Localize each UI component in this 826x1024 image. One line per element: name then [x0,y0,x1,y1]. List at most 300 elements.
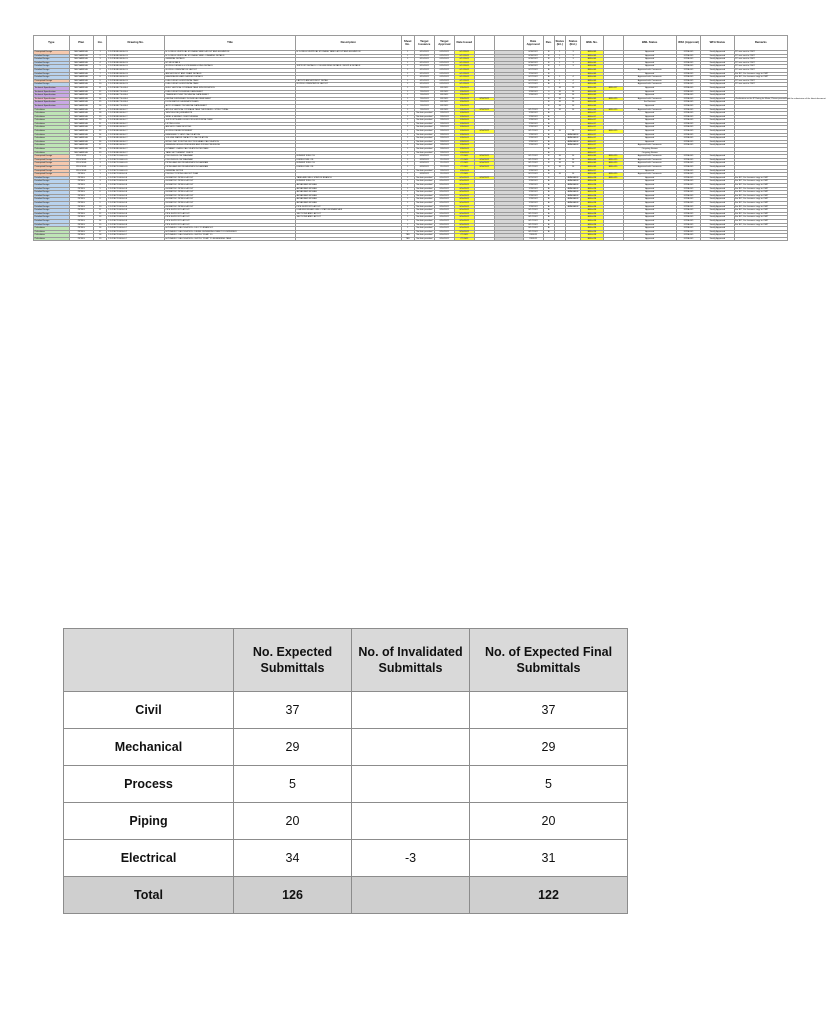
register-cell-ti: 6/15/2022 [414,76,434,80]
register-cell-wfa: FPPA-005 [676,180,700,184]
register-cell-type: Technical Specification [34,94,70,98]
register-cell-d1: 8/10/2022 [454,187,474,191]
register-cell-dwg: C.D.P.B.ME.0000-0.T [107,151,165,155]
register-cell-rev: 0 [543,90,554,94]
register-cell-da: 7/28/2022 [523,187,543,191]
register-cell-title: PIPE SUPPORT LAYOUT [165,209,296,213]
register-cell-ws: Finally Approved [701,183,734,187]
register-cell-wfa: FPPA-005 [676,122,700,126]
register-cell-type: Conceptual Design [34,158,70,162]
register-cell-bml: BML-009 [581,58,603,62]
register-cell-d1: 8/10/2022 [454,216,474,220]
register-cell-sheet: 1 [401,86,414,90]
register-cell-dwg: C.D.P.B.PP.0000-0.T [107,230,165,234]
register-cell-ta: 8/10/2022 [434,201,454,205]
register-cell-da: 8/17/2022 [523,216,543,220]
register-cell-wfa: FPPA-005 [676,227,700,231]
register-cell-bml: BML-009 [581,54,603,58]
register-cell-da: 7/28/2022 [523,112,543,116]
register-cell-title: GENERAL NOTES [165,169,296,173]
summary-invalidated [352,729,470,766]
register-cell-type: Calculation [34,115,70,119]
register-cell-rev: 0 [543,86,554,90]
register-cell-bs: Approved [623,104,676,108]
register-cell-inv: 16 [93,227,106,231]
summary-row-label: Electrical [64,840,234,877]
register-cell-inv: 9 [93,79,106,83]
register-cell-rev: A [543,219,554,223]
register-cell-rev: A [543,119,554,123]
register-cell-type: Calculation [34,227,70,231]
register-cell-plan: PIPING [69,209,93,213]
register-cell-type: Detailed Design [34,183,70,187]
register-cell-rem: For IFC, For Issuance copy to CMIT [734,194,787,198]
register-cell-ta: 6/29/2022 [434,54,454,58]
register-cell-ws: Finally Approved [701,191,734,195]
register-cell-ti: No date provided [414,169,434,173]
register-cell-type: Detailed Design [34,83,70,87]
register-cell-ws: Finally Approved [701,155,734,159]
register-cell-wfa: FPPA-005 [676,169,700,173]
register-cell-dwg: C.D.P.B.ME.TS.000-0 [107,97,165,101]
register-cell-ti: No date provided [414,219,434,223]
register-cell-d1: 8/10/2022 [454,209,474,213]
register-cell-dwg: C.D.P.B.ME.TS.000-0 [107,101,165,105]
register-cell-ta: 7/12/2022 [434,166,454,170]
register-cell-rem: PC was sent to CMIT [734,54,787,58]
register-cell-title: PIPING AND INSTRUMENTATION DIAGRAM [165,162,296,166]
register-cell-dwg: C.D.P.B.ME.0000-0.S [107,61,165,65]
register-cell-type: Detailed Design [34,198,70,202]
register-cell-ta: 7/28/2022 [434,122,454,126]
register-cell-dwg: C.D.P.B.PP.0000-0.S [107,183,165,187]
register-cell-inv: 21 [93,122,106,126]
register-cell-wfa: FPPA-005 [676,112,700,116]
register-cell-title: EMERGENCY VENT CALCULATION [165,133,296,137]
register-cell-ta: 8/3/2022 [434,101,454,105]
register-cell-plan: MECHANICAL [69,97,93,101]
register-cell-da: 7/28/2022 [523,191,543,195]
register-cell-sheet: 1 [401,140,414,144]
register-cell-ta: 8/10/2022 [434,176,454,180]
register-cell-ws: Finally Approved [701,219,734,223]
register-cell-inv: 5 [93,169,106,173]
register-cell-wfa: FPPA-005 [676,234,700,238]
register-cell-sheet: 1 [401,223,414,227]
register-cell-inv: 1 [93,173,106,177]
register-cell-da: 7/28/2022 [523,169,543,173]
register-cell-title: TRANSFER PUMP TECHNICAL DATA SHEET [165,94,296,98]
register-cell-ta: 8/10/2022 [434,183,454,187]
register-cell-ti: 7/20/2022 [414,108,434,112]
register-cell-ws: Finally Approved [701,61,734,65]
register-cell-plan: PIPING [69,230,93,234]
register-cell-plan: MECHANICAL [69,79,93,83]
register-cell-inv: 4 [93,61,106,65]
register-cell-da: 6/30/2022 [523,65,543,69]
register-cell-dwg: C.D.P.B.PP.0000-0.S [107,198,165,202]
summary-final: 37 [470,692,628,729]
register-cell-ta: 8/10/2022 [434,191,454,195]
register-cell-ti: No date provided [414,140,434,144]
register-cell-da: 8/17/2022 [523,209,543,213]
register-cell-rem: PC was sent to CMIT [734,65,787,69]
register-cell-ws: Finally Approved [701,180,734,184]
register-cell-rem: Clarification on the IP Rating for Motor, Please proceed with the submission of the latest document [735,97,826,100]
register-cell-plan: PIPING [69,173,93,177]
register-cell-inv: 7 [93,194,106,198]
register-cell-ws: Finally Approved [701,158,734,162]
register-cell-rev: B [543,97,554,101]
register-cell-ta: 8/10/2022 [434,230,454,234]
summary-row-electrical [64,840,628,877]
register-cell-d1: 6/17/2022 [454,61,474,65]
register-cell-dwg: C.D.P.B.PP.0000-0.S [107,194,165,198]
register-cell-da: 7/28/2022 [523,194,543,198]
register-cell-se: AVAILABLE [565,183,581,187]
register-cell-da: 7/28/2022 [523,201,543,205]
summary-expected: 34 [234,840,352,877]
register-cell-plan: PROCESS [69,158,93,162]
register-cell-ta: 6/29/2022 [434,76,454,80]
register-cell-plan: PIPING [69,234,93,238]
register-cell-d1: 7/28/2022 [454,169,474,173]
register-cell-se [565,237,581,241]
register-cell-ws: Finally Approved [701,97,734,101]
register-cell-title: ISOMETRIC PIPING LAYOUT [165,198,296,202]
register-cell-type: Calculation [34,130,70,134]
register-cell-wfa: FPPA-005 [676,166,700,170]
register-header-cell: Plan [69,36,93,51]
register-cell-inv: 11 [93,209,106,213]
register-cell-dwg: C.D.P.B.PP.0000-0.T [107,237,165,241]
register-cell-plan: PROCESS [69,162,93,166]
register-cell-ta: 8/10/2022 [434,198,454,202]
register-cell-d2: 8/16/2022 [474,108,494,112]
register-cell-wfa: FPPA-005 [676,209,700,213]
register-cell-inv: 29 [93,151,106,155]
register-cell-type: Calculation [34,137,70,141]
register-cell-d1: 7/7/2022 [454,155,474,159]
register-cell-type: Detailed Design [34,187,70,191]
register-cell-sheet: 1 [401,58,414,62]
register-cell-se: 10 [565,86,581,90]
register-cell-bml: BML-009 [581,86,603,90]
register-cell-bml: BML-017 [581,148,603,152]
register-cell-se: AVAILABLE [565,180,581,184]
summary-row-piping [64,803,628,840]
register-cell-title: ISOMETRIC PIPING LAYOUT [165,201,296,205]
register-cell-d1: 8/10/2022 [454,180,474,184]
register-cell-ti: 6/28/2022 [414,173,434,177]
register-cell-inv: 2 [93,158,106,162]
register-cell-sheet: 1 [401,76,414,80]
register-cell-rev: A [543,151,554,155]
register-cell-title: GENERAL DETAILS [165,58,296,62]
register-cell-dwg: C.D.P.B.PP.0000-0.S [107,191,165,195]
summary-header-row [64,629,628,692]
register-cell-d1: 7/28/2022 [454,144,474,148]
register-cell-ti: 6/15/2022 [414,79,434,83]
register-cell-da: 7/20/2022 [523,72,543,76]
register-cell-bml: BML-028 [581,180,603,184]
register-cell-ws: Finally Approved [701,94,734,98]
register-cell-dwg: C.D.P.B.PP.0000-0.S [107,180,165,184]
register-cell-inv: 28 [93,148,106,152]
register-cell-bml: BML-017 [581,112,603,116]
register-cell-ws: Finally Approved [701,173,734,177]
register-cell-d3 [494,237,523,241]
register-cell-sheet: 1 [401,151,414,155]
register-cell-d1: 8/10/2022 [454,205,474,209]
register-cell-sheet: 1 [401,130,414,134]
register-cell-ws: Finally Approved [701,133,734,137]
register-cell-plan: MECHANICAL [69,86,93,90]
register-cell-da: 8/17/2022 [523,223,543,227]
register-cell-da: 7/28/2022 [523,94,543,98]
register-cell-bs: Approved with Comments [623,68,676,72]
register-cell-bs: Approved with Comments [623,79,676,83]
register-cell-plan: MECHANICAL [69,137,93,141]
register-cell-d2: 8/16/2022 [474,162,494,166]
register-cell-d2 [474,237,494,241]
register-cell-inv: 1 [93,155,106,159]
register-cell-bs: Approved [623,180,676,184]
register-cell-inv: 8 [93,198,106,202]
register-cell-ta: 7/28/2022 [434,115,454,119]
register-header-cell [474,36,494,51]
register-cell-ws: Finally Approved [701,119,734,123]
register-cell-ta: 8/3/2022 [434,90,454,94]
register-cell-bml: BML-028 [581,198,603,202]
register-cell-sheet: TBD [401,237,414,241]
register-cell-rem: For IFC, For Issuance copy to CMIT [734,191,787,195]
register-cell-title: ANCHOR / TANK BOLTING [165,126,296,130]
register-cell-da: 8/17/2022 [523,158,543,162]
register-cell-ti: 7/20/2022 [414,86,434,90]
register-cell-ws: Finally Approved [701,140,734,144]
register-cell-d1: 8/10/2022 [454,223,474,227]
register-cell-title: PIPE SUPPORT LAYOUT [165,216,296,220]
register-cell-se: AVAILABLE [565,187,581,191]
register-cell-rev: B [543,104,554,108]
register-cell-ws: Finally Approved [701,54,734,58]
register-cell-bs: Approved with Comments [623,166,676,170]
register-cell-ta: 8/10/2022 [434,212,454,216]
register-cell-wfa: FPPA-005 [676,133,700,137]
summary-final: 5 [470,766,628,803]
register-cell-title: PROCESS FLOW DIAGRAM [165,158,296,162]
register-cell-ta: 7/28/2022 [434,151,454,155]
register-cell-title: ISOMETRIC PIPING LAYOUT [165,176,296,180]
register-cell-title: HT.48 DETAILS [165,61,296,65]
register-cell-rem: For IFC, For Issuance copy to CMIT [734,201,787,205]
register-cell-sheet: 1 [401,144,414,148]
register-header-cell: Rev. [543,36,554,51]
register-cell-se: AVAILABLE [565,133,581,137]
register-cell-si: 10 [554,104,565,108]
register-cell-plan: PIPING [69,187,93,191]
register-cell-bs: Approved [623,194,676,198]
register-cell-d1: 7/28/2022 [454,126,474,130]
register-cell-rev: 0 [543,94,554,98]
register-cell-dwg: C.D.P.B.PP.0000-0.S [107,201,165,205]
register-cell-da: 7/28/2022 [523,86,543,90]
register-cell-bml: BML-009 [581,79,603,83]
register-cell-ws: Finally Approved [701,79,734,83]
register-cell-sheet: 1 [401,198,414,202]
register-cell-type: Technical Specification [34,104,70,108]
summary-header-final: No. of Expected Final Submittals [470,629,628,692]
register-cell-rev: A [543,230,554,234]
register-cell-bs: Approved with Comments [623,144,676,148]
register-cell-ti: No date provided [414,115,434,119]
register-cell-bml2: BML-029 [603,176,623,180]
register-cell-sheet: 1 [401,72,414,76]
register-cell-desc: LAYOUT, ANCHOR BOLT DETAIL [296,79,401,83]
register-cell-plan: PIPING [69,219,93,223]
register-cell-inv: 10 [93,83,106,87]
register-cell-ti: 7/20/2022 [414,97,434,101]
register-cell-plan: MECHANICAL [69,140,93,144]
register-cell-d1: 6/17/2022 [454,65,474,69]
register-cell-bs: Approved [623,223,676,227]
register-cell-ta: 7/28/2022 [434,144,454,148]
register-cell-d1: 8/10/2022 [454,183,474,187]
register-cell-ti: No date provided [414,194,434,198]
register-cell-desc: DIESEL FUEL OIL [296,158,401,162]
register-cell-ws: Finally Approved [701,205,734,209]
register-cell-type: Technical Specification [34,86,70,90]
register-cell-d1: 6/17/2022 [454,58,474,62]
register-cell-bs: Approved [623,94,676,98]
register-cell-se: 10 [565,94,581,98]
register-cell-dwg: C.D.P.B.ME.0000-0.S [107,54,165,58]
register-cell-inv: 6 [93,191,106,195]
register-cell-ta: 8/10/2022 [434,227,454,231]
register-cell-type: Conceptual Design [34,155,70,159]
register-cell-si: 10 [554,130,565,134]
register-cell-rev [543,237,554,241]
register-cell-title: TANK SETTLEMENT CHECK [165,151,296,155]
register-cell-plan: PIPING [69,183,93,187]
register-cell-title: HYDRAULIC CALCULATION - DIESEL BUNKERING TANK TO DISPENSER [165,230,296,234]
register-cell-bs: Approved [623,176,676,180]
register-cell-type: Calculation [34,108,70,112]
register-header-cell: Status (Ext.) [565,36,581,51]
register-cell-plan: PIPING [69,212,93,216]
register-cell-desc: TANK AND WELL STATION BRANCH [296,176,401,180]
register-cell-sheet: 1 [401,158,414,162]
register-cell-se: 3 [565,51,581,55]
register-cell-dwg: C.D.P.B.ME.0000-0.T [107,112,165,116]
register-cell-bs: Approved [623,169,676,173]
register-cell-da: 8/17/2022 [523,108,543,112]
register-cell-dwg: C.D.P.B.ME.0000-0.T [107,108,165,112]
summary-final: 31 [470,840,628,877]
register-cell-dwg: C.D.P.B.ME.0000-0.S [107,51,165,55]
register-cell-da: 6/30/2022 [523,51,543,55]
register-cell-wfa: FPPA-005 [676,237,700,241]
register-cell-sheet: 1 [401,169,414,173]
register-cell-ta: 8/10/2022 [434,219,454,223]
register-cell-rev: A [543,212,554,216]
register-cell-bml: BML-028 [581,205,603,209]
register-cell-da: 6/30/2022 [523,58,543,62]
register-cell-sheet: 1 [401,79,414,83]
register-header-cell: Type [34,36,70,51]
register-cell-rem: For IFC, For Issuance copy to CMIT [734,187,787,191]
register-cell-d1: 7/26/2022 [454,90,474,94]
register-cell-bs: Approved [623,209,676,213]
register-cell-bml: BML-028 [581,209,603,213]
register-cell-rev: A [543,76,554,80]
register-cell-bml: BML-017 [581,140,603,144]
register-cell-title: PIPE SUPPORT LAYOUT [165,212,296,216]
submittal-summary [63,628,627,914]
summary-invalidated [352,692,470,729]
register-cell-bs: Approved [623,198,676,202]
register-cell-rem: For IFC, For Issuance copy to CMIT [734,180,787,184]
register-cell-bml: BML-028 [581,194,603,198]
register-cell-plan: MECHANICAL [69,94,93,98]
register-cell-rev: A [543,148,554,152]
register-cell-bs: Approved [623,72,676,76]
register-cell-da: 7/28/2022 [523,137,543,141]
register-cell-wfa: FPPA-005 [676,101,700,105]
register-cell-ti: No date provided [414,187,434,191]
register-cell-dwg: C.D.P.B.ME.0000-0.S [107,65,165,69]
register-cell-ws: Finally Approved [701,130,734,134]
register-cell-sheet: 1 [401,216,414,220]
register-cell-sheet: 1 [401,126,414,130]
register-cell-title: H.1.4 BULK VERTICAL STORAGE TANK - FRAMING DETAILS [165,54,296,58]
register-cell-dwg: C.D.P.B.ME.0000-0.S [107,76,165,80]
register-cell-inv: 22 [93,126,106,130]
register-cell-bml: BML-009 [581,173,603,177]
register-cell-wfa: FPPA-005 [676,126,700,130]
register-cell-ti: No date provided [414,234,434,238]
register-cell-plan: MECHANICAL [69,54,93,58]
register-cell-wfa: FPPA-005 [676,223,700,227]
register-cell-se: AVAILABLE [565,144,581,148]
register-cell-type: Detailed Design [34,65,70,69]
summary-final: 20 [470,803,628,840]
register-cell-type: Detailed Design [34,61,70,65]
register-cell-bml: BML-017 [581,119,603,123]
register-cell-dwg: C.D.P.B.PR.0000-0.S [107,169,165,173]
register-cell-wfa: FPPA-005 [676,144,700,148]
register-cell-title: DEFINE DISPENSER TECHNICAL DATA SHEET [165,97,296,101]
register-cell-rev: B [543,166,554,170]
register-cell-ti: 7/20/2022 [414,94,434,98]
register-cell-desc: AVGAS AND MOGAS [296,187,401,191]
register-cell-ta: 7/28/2022 [434,148,454,152]
register-cell-bs: On-going Review [623,151,676,155]
summary-row-label: Process [64,766,234,803]
register-cell-bs: Approved [623,237,676,241]
register-cell-bs: Approved [623,227,676,231]
register-cell-inv: 14 [93,97,106,101]
register-cell-plan: MECHANICAL [69,112,93,116]
register-cell-sheet: 1 [401,115,414,119]
register-cell-d1: 7/28/2022 [454,133,474,137]
register-header-cell: Title [165,36,296,51]
register-cell-rev: A [543,227,554,231]
summary-total-final: 122 [470,877,628,914]
register-cell-dwg: C.D.P.B.PR.0000-0.S [107,158,165,162]
register-cell-d2: 8/16/2022 [474,158,494,162]
